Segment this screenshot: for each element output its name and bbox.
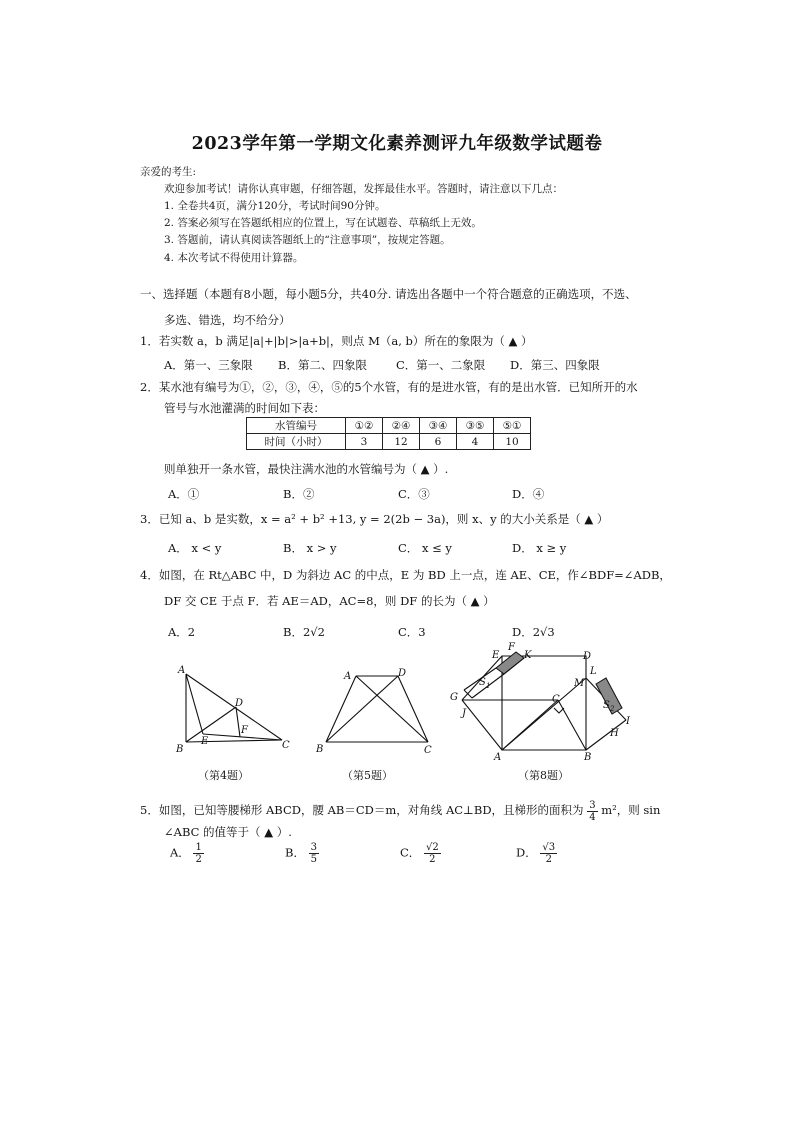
table-cell: 10: [494, 434, 531, 450]
fig4-label-b: B: [176, 744, 184, 755]
section-heading: 一、选择题（本题有8小题，每小题5分，共40分. 请选出各题中一个符合题意的正确选项，不选、: [140, 287, 637, 301]
q3-option-c: C． x ≤ y: [398, 541, 452, 555]
question-1-stem: 1．若实数 a，b 满足|a|+|b|>|a+b|，则点 M（a, b）所在的象限为（ ▲ ）: [140, 334, 533, 348]
fig8-label-d: D: [583, 651, 592, 662]
q1-option-c: C．第一、二象限: [396, 358, 486, 372]
q5-option-a-num: 1: [195, 842, 202, 853]
table-cell: 12: [383, 434, 420, 450]
q5-option-d-num: √3: [542, 842, 556, 853]
note-2: 2. 答案必须写在答题纸相应的位置上，写在试题卷、草稿纸上无效。: [164, 217, 482, 229]
fig5-label-b: B: [316, 744, 324, 755]
q5-option-b-label: B．: [285, 845, 305, 860]
q2-option-a: A．①: [168, 487, 200, 501]
q5-option-c: [400, 842, 441, 865]
q5-option-c-den: 2: [429, 854, 436, 865]
note-3: 3. 答题前，请认真阅读答题纸上的“注意事项”，按规定答题。: [164, 234, 451, 246]
fig4-label-f: F: [241, 725, 248, 736]
fig4-label-a: A: [178, 665, 186, 676]
question-4-line2: DF 交 CE 于点 F．若 AE＝AD，AC=8，则 DF 的长为（ ▲ ）: [164, 594, 495, 608]
q1-option-d: D．第三、四象限: [510, 358, 600, 372]
figure-5-caption: （第5题）: [342, 769, 393, 782]
q5-line1-text-a: 5．如图，已知等腰梯形 ABCD，腰 AB＝CD＝m，对角线 AC⊥BD，且梯形的面积为: [140, 803, 584, 817]
q5-option-a-label: A．: [170, 845, 190, 860]
fig8-label-k: K: [524, 650, 532, 661]
fig8-label-j: J: [462, 708, 467, 719]
fig4-label-e: E: [201, 736, 209, 747]
q4-option-b: B．2√2: [283, 625, 325, 639]
q5-option-a: [170, 842, 204, 865]
question-2-line1: 2．某水池有编号为①，②，③，④，⑤的5个水管，有的是进水管，有的是出水管．已知所开的水: [140, 380, 638, 394]
greeting: 亲爱的考生:: [140, 166, 197, 178]
question-5-line2: ∠ABC 的值等于（ ▲ ）.: [164, 825, 292, 839]
table-cell: 4: [457, 434, 494, 450]
question-2-line2: 管号与水池灌满的时间如下表：: [164, 401, 325, 415]
q2-option-b: B．②: [283, 487, 315, 501]
figure-8-caption: （第8题）: [518, 769, 569, 782]
q5-option-c-label: C．: [400, 845, 421, 860]
figure-4-diagram: [170, 660, 300, 760]
q5-option-b-num: 3: [310, 842, 317, 853]
note-1: 1. 全卷共4页，满分120分，考试时间90分钟。: [164, 200, 386, 212]
fig8-label-s1: S: [479, 677, 486, 688]
q1-option-a: A．第一、三象限: [164, 358, 253, 372]
page-title: 2023学年第一学期文化素养测评九年级数学试题卷: [191, 134, 603, 154]
section-heading-cont: 多选、错选，均不给分）: [164, 313, 291, 327]
note-4: 4. 本次考试不得使用计算器。: [164, 252, 304, 264]
fig8-label-m: M: [574, 678, 585, 689]
intro-text: 欢迎参加考试！请你认真审题，仔细答题，发挥最佳水平。答题时，请注意以下几点：: [164, 183, 563, 195]
fig8-label-b: B: [584, 752, 592, 763]
q5-area-numerator: 3: [589, 799, 596, 811]
q5-line1-text-b: m²，则 sin: [601, 803, 661, 817]
q3-option-b: B． x > y: [283, 541, 337, 555]
table-cell: 6: [420, 434, 457, 450]
q1-option-b: B．第二、四象限: [278, 358, 367, 372]
q5-area-denominator: 4: [589, 811, 596, 823]
q5-option-c-num: √2: [425, 842, 439, 853]
table-row-label: 时间（小时）: [247, 434, 346, 450]
question-5-line1: [140, 795, 660, 825]
question-3-stem: 3．已知 a、b 是实数，x = a² + b² +13, y = 2(2b − 3a)，则 x、y 的大小关系是（ ▲ ）: [140, 512, 609, 526]
fig4-label-c: C: [282, 740, 290, 751]
table-header-row: [247, 418, 531, 434]
table-header-cell: ①②: [346, 418, 383, 434]
question-4-line1: 4．如图，在 Rt△ABC 中，D 为斜边 AC 的中点，E 为 BD 上一点，连 AE、CE，作∠BDF=∠ADB，: [140, 568, 671, 582]
q5-option-b: [285, 842, 319, 865]
q2-option-d: D．④: [512, 487, 545, 501]
q4-option-d: D．2√3: [512, 625, 555, 639]
fig4-label-d: D: [235, 698, 244, 709]
q2-option-c: C．③: [398, 487, 430, 501]
question-2-question: 则单独开一条水管，最快注满水池的水管编号为（ ▲ ）.: [164, 462, 449, 476]
fig8-label-s2: S: [603, 700, 610, 711]
fig8-label-a: A: [494, 752, 502, 763]
fig8-label-h: H: [610, 728, 619, 739]
fig8-label-i: I: [626, 716, 630, 727]
fig8-label-s1-subscript: 1: [486, 682, 491, 690]
table-header-cell: ③⑤: [457, 418, 494, 434]
q3-option-a: A． x < y: [168, 541, 222, 555]
q5-option-d-label: D．: [516, 845, 537, 860]
q5-area-fraction: [587, 800, 597, 823]
fig8-label-e: E: [492, 650, 500, 661]
fig5-label-d: D: [398, 668, 407, 679]
table-header-cell: ②④: [383, 418, 420, 434]
fig8-label-f: F: [508, 642, 515, 653]
q3-option-d: D． x ≥ y: [512, 541, 567, 555]
figure-8-diagram: [446, 638, 636, 764]
figure-4-caption: （第4题）: [198, 769, 249, 782]
table-row: [247, 434, 531, 450]
table-header-cell: ③④: [420, 418, 457, 434]
q4-option-c: C．3: [398, 625, 426, 639]
table-cell: 3: [346, 434, 383, 450]
q4-option-a: A．2: [168, 625, 196, 639]
fig5-label-a: A: [344, 671, 352, 682]
table-header-cell: 水管编号: [247, 418, 346, 434]
fig8-label-g: G: [450, 692, 458, 703]
fig8-label-l: L: [590, 666, 597, 677]
fig5-label-c: C: [424, 745, 432, 756]
pipe-time-table: [246, 417, 531, 450]
q5-option-b-den: 5: [310, 854, 317, 865]
q5-option-a-den: 2: [195, 854, 202, 865]
q5-option-d-den: 2: [545, 854, 552, 865]
fig8-label-c: C: [552, 694, 560, 705]
fig8-label-s2-subscript: 2: [610, 705, 615, 713]
figure-5-diagram: [312, 664, 442, 760]
q5-option-d: [516, 842, 557, 865]
table-header-cell: ⑤①: [494, 418, 531, 434]
